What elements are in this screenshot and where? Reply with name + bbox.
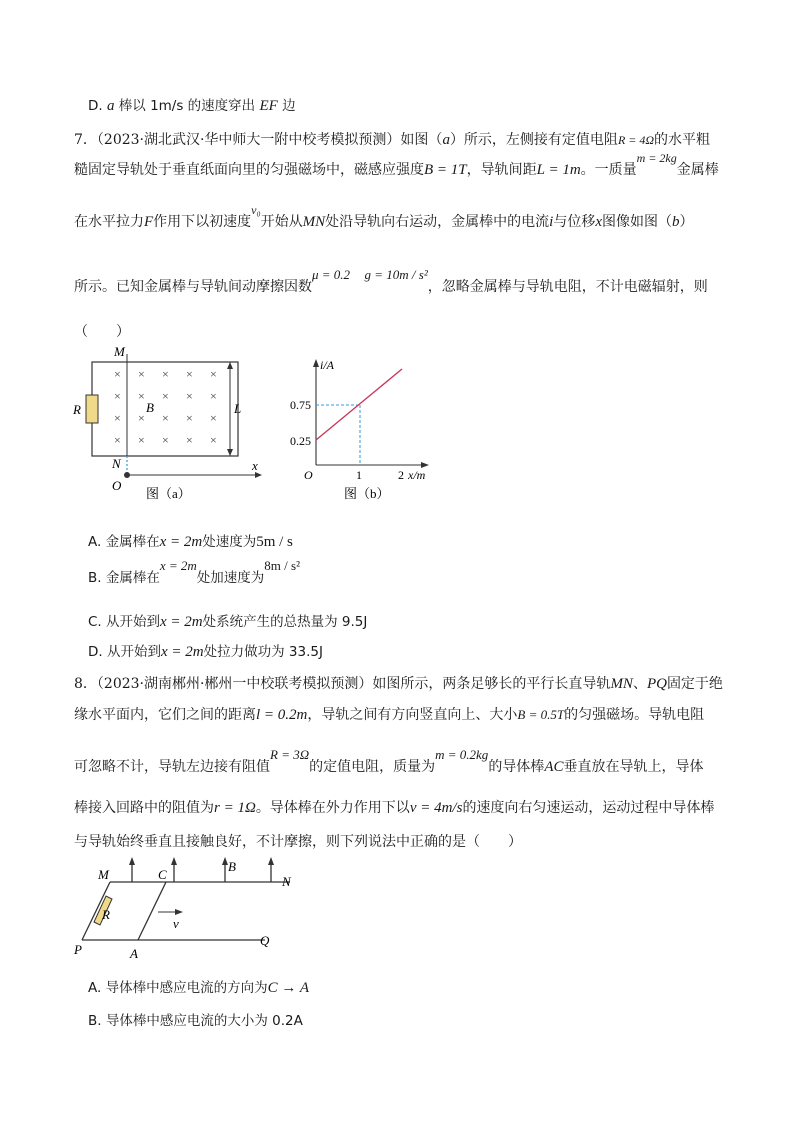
q7-option-d: [88, 642, 323, 662]
text: 所示。已知金属棒与导轨间动摩擦因数: [74, 279, 312, 295]
text: ，导轨之间有方向竖直向上、大小: [307, 707, 518, 723]
math-x: x = 2m: [159, 558, 197, 573]
label-q: Q: [260, 933, 270, 948]
math-pq: PQ: [646, 676, 667, 692]
caption-b: 图（b）: [344, 486, 390, 501]
math-m: m = 0.2kg: [435, 747, 489, 762]
tick-label-075: 0.75: [290, 398, 311, 412]
magnetic-field-crosses: [114, 367, 217, 447]
text: 8．（2023·湖南郴州·郴州一中校联考模拟预测）如图所示，两条足够长的平行长直导轨: [74, 676, 611, 692]
text: 作用下以初速度: [153, 214, 252, 230]
math-l: l = 0.2m: [256, 707, 308, 723]
field-cross: ×: [210, 411, 217, 425]
field-cross: ×: [138, 411, 145, 425]
field-cross: ×: [162, 367, 169, 381]
label-m: M: [114, 344, 125, 359]
label-p: P: [74, 942, 82, 957]
math-b: b: [672, 214, 680, 230]
y-axis-label: i/A: [320, 358, 334, 372]
text: 金属棒: [676, 162, 719, 178]
q7-line-1: [74, 130, 710, 150]
text: 的匀强磁场。导轨电阻: [564, 707, 705, 723]
label-x: x: [252, 458, 258, 473]
q8-option-a: [88, 978, 309, 998]
math-value: 5m / s: [256, 534, 293, 550]
field-cross: ×: [138, 367, 145, 381]
math-l: L = 1m: [536, 162, 581, 178]
math-r: R = 4Ω: [617, 133, 655, 147]
math-mu: μ = 0.2: [312, 267, 351, 282]
label-a: A: [130, 946, 138, 961]
text: 棒接入回路中的阻值为: [74, 800, 214, 816]
math-r: R = 3Ω: [270, 747, 310, 762]
math-g: g = 10m / s²: [364, 267, 428, 282]
label-r: R: [102, 907, 110, 922]
math-r: r = 1Ω: [214, 800, 256, 816]
tick-label-025: 0.25: [290, 434, 311, 448]
q8-option-b: [88, 1011, 303, 1031]
q8-line-4: [74, 798, 714, 818]
text: 、: [632, 676, 647, 692]
math-mn: MN: [302, 214, 326, 230]
field-cross: ×: [114, 411, 121, 425]
q6-option-d: [88, 96, 296, 116]
option-prefix: B.: [88, 1013, 102, 1029]
q7-option-a: [88, 532, 293, 552]
math-value: 8m / s²: [264, 558, 300, 573]
math-mn: MN: [610, 676, 633, 692]
caption-a: 图（a）: [146, 486, 191, 501]
option-text: 从开始到: [106, 614, 161, 630]
field-cross: ×: [162, 433, 169, 447]
text: ）: [679, 214, 694, 230]
math-f: F: [144, 214, 154, 230]
option-text: 边: [277, 98, 296, 114]
option-text: 处加速度为: [196, 570, 265, 586]
field-cross: ×: [114, 367, 121, 381]
option-prefix: C.: [88, 614, 102, 630]
label-b: B: [146, 400, 154, 415]
text: 的速度向右匀速运动，运动过程中导体棒: [462, 800, 715, 816]
math-b: B = 0.5T: [517, 707, 565, 722]
math-x: x = 2m: [160, 614, 203, 630]
math-b: B = 1T: [424, 162, 467, 178]
math-v: v = 4m/s: [409, 800, 463, 816]
text: 7．（2023·湖北武汉·华中师大一附中校考模拟预测）如图（: [74, 132, 443, 148]
field-cross: ×: [138, 433, 145, 447]
text: ，导轨间距: [466, 162, 537, 178]
text: ）所示，左侧接有定值电阻: [449, 132, 618, 148]
math-x: x = 2m: [160, 644, 204, 660]
option-prefix: A.: [88, 534, 102, 550]
option-text: 从开始到: [106, 644, 161, 660]
label-o: O: [112, 478, 122, 493]
q8-line-5: 与导轨始终垂直且接触良好，不计摩擦，则下列说法中正确的是（ ）: [74, 834, 522, 850]
math-i: i: [549, 214, 554, 230]
x-axis-label: x/m: [408, 468, 426, 482]
text: 。导体棒在外力作用下以: [255, 800, 410, 816]
origin-label: O: [304, 468, 313, 482]
math-ac: AC: [544, 759, 564, 775]
math-a: a: [106, 98, 115, 114]
text: 缘水平面内，它们之间的距离: [74, 707, 256, 723]
q7-line-4: [74, 267, 708, 297]
text: 固定于绝: [666, 676, 723, 692]
option-text: 处速度为: [202, 534, 257, 550]
q8-line-2: [74, 705, 704, 725]
field-cross: ×: [114, 433, 121, 447]
field-cross: ×: [186, 411, 193, 425]
option-prefix: A.: [88, 980, 102, 996]
label-l: L: [234, 401, 242, 416]
math-m: m = 2kg: [636, 151, 677, 165]
label-v: v: [173, 916, 179, 931]
text: 与位移: [553, 214, 596, 230]
figure-q8: [70, 855, 300, 965]
math-x: x: [595, 214, 603, 230]
option-prefix: D.: [88, 644, 103, 660]
text: 的水平粗: [654, 132, 711, 148]
text: 的定值电阻，质量为: [309, 759, 436, 775]
text: 开始从: [260, 214, 303, 230]
tick-label-1: 1: [356, 468, 362, 482]
option-text: 导体棒中感应电流的方向为: [105, 980, 268, 996]
text: 垂直放在导轨上，导体: [563, 759, 704, 775]
option-text: 金属棒在: [105, 534, 160, 550]
text: 在水平拉力: [74, 214, 144, 230]
math-a: a: [442, 132, 450, 148]
label-n: N: [282, 874, 291, 889]
text: 处沿导轨向右运动，金属棒中的电流: [325, 214, 550, 230]
label-r: R: [73, 402, 81, 417]
text: 可忽略不计，导轨左边接有阻值: [74, 759, 270, 775]
q7-option-c: [88, 612, 367, 632]
text: ，忽略金属棒与导轨电阻，不计电磁辐射，则: [427, 279, 708, 295]
option-text: 金属棒在: [105, 570, 160, 586]
math-x: x = 2m: [159, 534, 203, 550]
field-cross: ×: [114, 389, 121, 403]
option-text: 处拉力做功为 33.5J: [203, 644, 323, 660]
q7-line-2: [74, 151, 719, 180]
option-text: 处系统产生的总热量为 9.5J: [202, 614, 368, 630]
text: 图像如图（: [602, 214, 673, 230]
text: 糙固定导轨处于垂直纸面向里的匀强磁场中，磁感应强度: [74, 162, 424, 178]
tick-label-2: 2: [398, 468, 404, 482]
q7-line-5: （ ）: [74, 324, 130, 340]
option-prefix: B.: [88, 570, 102, 586]
figure-a: [70, 340, 270, 510]
option-text: 导体棒中感应电流的大小为 0.2A: [105, 1013, 303, 1029]
text: 的导体棒: [488, 759, 545, 775]
field-cross: ×: [186, 367, 193, 381]
math-direction: C → A: [267, 980, 309, 996]
label-c: C: [158, 867, 167, 882]
field-cross: ×: [162, 411, 169, 425]
text: 。一质量: [580, 162, 637, 178]
figure-b: [290, 355, 450, 510]
q8-line-3: [74, 747, 704, 777]
label-b: B: [228, 859, 236, 874]
q7-line-3: [74, 203, 694, 232]
field-cross: ×: [210, 389, 217, 403]
math-ef: EF: [259, 98, 278, 114]
field-cross: ×: [138, 389, 145, 403]
q8-line-1: [74, 674, 723, 694]
field-cross: ×: [186, 389, 193, 403]
field-cross: ×: [210, 367, 217, 381]
label-m: M: [98, 867, 109, 882]
option-prefix: D.: [88, 98, 103, 114]
label-n: N: [112, 456, 121, 471]
option-text: 棒以 1m/s 的速度穿出: [114, 98, 260, 114]
field-cross: ×: [186, 433, 193, 447]
q7-option-b: [88, 558, 300, 588]
math-v0: v₀: [251, 203, 261, 217]
field-cross: ×: [162, 389, 169, 403]
field-cross: ×: [210, 433, 217, 447]
